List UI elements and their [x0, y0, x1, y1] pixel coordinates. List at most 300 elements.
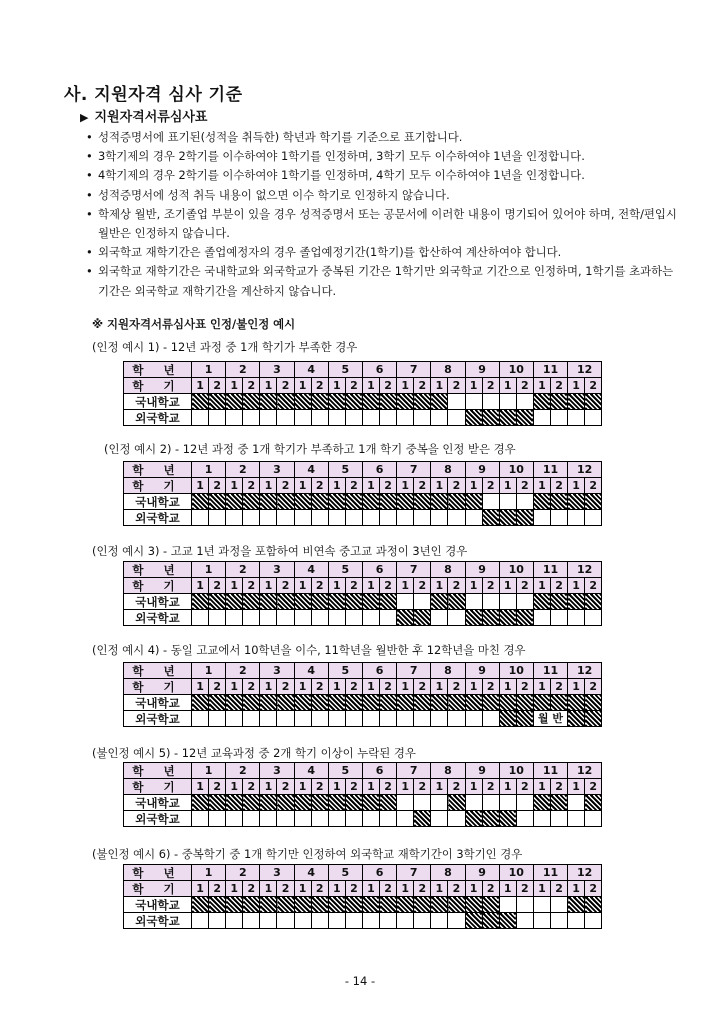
empty-semester-cell: [192, 510, 209, 526]
empty-semester-cell: [277, 711, 294, 727]
completed-semester-cell: [499, 811, 516, 827]
semester-cell: 2: [516, 679, 533, 695]
year-cell: 11: [533, 865, 567, 881]
completed-semester-cell: [294, 695, 311, 711]
list-item: [86, 128, 686, 147]
year-cell: 11: [533, 663, 567, 679]
semester-cell: 2: [550, 478, 567, 494]
grade-row: [124, 462, 602, 478]
empty-semester-cell: [414, 410, 431, 426]
completed-semester-cell: [550, 394, 567, 410]
completed-semester-cell: [414, 494, 431, 510]
semester-cell: 1: [328, 378, 345, 394]
completed-semester-cell: [465, 610, 482, 626]
semester-cell: 1: [397, 779, 414, 795]
completed-semester-cell: [568, 394, 585, 410]
semester-cell: 1: [465, 478, 482, 494]
empty-semester-cell: [209, 913, 226, 929]
example-caption: (인정 예시 1) - 12년 과정 중 1개 학기가 부족한 경우: [92, 340, 358, 354]
empty-semester-cell: [568, 610, 585, 626]
completed-semester-cell: [260, 594, 277, 610]
empty-semester-cell: [568, 410, 585, 426]
year-cell: 10: [499, 362, 533, 378]
list-item-text: 성적증명서에 표기된(성적을 취득한) 학년과 학기를 기준으로 표기합니다.: [98, 130, 463, 144]
semester-cell: 1: [294, 779, 311, 795]
semester-cell: 1: [568, 578, 585, 594]
year-cell: 7: [397, 462, 431, 478]
year-cell: 1: [192, 362, 226, 378]
empty-semester-cell: [362, 711, 379, 727]
semester-cell: 1: [192, 378, 209, 394]
empty-semester-cell: [533, 897, 550, 913]
completed-semester-cell: [311, 594, 328, 610]
completed-semester-cell: [260, 494, 277, 510]
semester-cell: 1: [397, 578, 414, 594]
semester-cell: 1: [397, 378, 414, 394]
empty-semester-cell: [311, 711, 328, 727]
example-caption: (인정 예시 2) - 12년 과정 중 1개 학기가 부족하고 1개 학기 중복을 인정 받은 경우: [104, 442, 516, 456]
completed-semester-cell: [516, 610, 533, 626]
completed-semester-cell: [328, 494, 345, 510]
completed-semester-cell: [311, 394, 328, 410]
domestic-label: 국내학교: [124, 795, 192, 811]
year-cell: 11: [533, 763, 567, 779]
domestic-row: [124, 394, 602, 410]
year-cell: 9: [465, 562, 499, 578]
empty-semester-cell: [499, 897, 516, 913]
grade-label: 학 년: [124, 865, 192, 881]
semester-cell: 2: [414, 478, 431, 494]
year-cell: 8: [431, 462, 465, 478]
empty-semester-cell: [585, 510, 602, 526]
completed-semester-cell: [585, 594, 602, 610]
empty-semester-cell: [465, 594, 482, 610]
year-cell: 1: [192, 763, 226, 779]
domestic-label: 국내학교: [124, 695, 192, 711]
year-cell: 4: [294, 865, 328, 881]
empty-semester-cell: [226, 510, 243, 526]
empty-semester-cell: [260, 610, 277, 626]
semester-cell: 1: [431, 679, 448, 695]
list-item: [86, 205, 686, 243]
empty-semester-cell: [465, 510, 482, 526]
semester-cell: 2: [209, 378, 226, 394]
foreign-label: 외국학교: [124, 811, 192, 827]
empty-semester-cell: [397, 795, 414, 811]
semester-cell: 2: [209, 881, 226, 897]
completed-semester-cell: [516, 410, 533, 426]
year-cell: 9: [465, 362, 499, 378]
semester-cell: 2: [243, 478, 260, 494]
empty-semester-cell: [431, 913, 448, 929]
year-cell: 8: [431, 865, 465, 881]
completed-semester-cell: [328, 897, 345, 913]
semester-cell: 1: [192, 679, 209, 695]
empty-semester-cell: [533, 410, 550, 426]
completed-semester-cell: [414, 394, 431, 410]
section-title: 사. 지원자격 심사 기준: [64, 85, 243, 105]
year-cell: 5: [328, 362, 362, 378]
semester-cell: 2: [380, 779, 397, 795]
empty-semester-cell: [533, 610, 550, 626]
grade-label: 학 년: [124, 562, 192, 578]
grade-label: 학 년: [124, 763, 192, 779]
bullet-icon: •: [86, 130, 93, 144]
semester-cell: 2: [414, 578, 431, 594]
empty-semester-cell: [550, 610, 567, 626]
semester-cell: 2: [448, 679, 465, 695]
completed-semester-cell: [328, 795, 345, 811]
empty-semester-cell: [294, 913, 311, 929]
empty-semester-cell: [243, 610, 260, 626]
bullet-icon: •: [86, 149, 93, 164]
empty-semester-cell: [516, 594, 533, 610]
domestic-label: 국내학교: [124, 394, 192, 410]
completed-semester-cell: [533, 494, 550, 510]
empty-semester-cell: [328, 913, 345, 929]
completed-semester-cell: [465, 695, 482, 711]
semester-cell: 2: [482, 881, 499, 897]
completed-semester-cell: [380, 494, 397, 510]
empty-semester-cell: [516, 913, 533, 929]
empty-semester-cell: [294, 711, 311, 727]
list-item-text: 학제상 월반, 조기졸업 부분이 있을 경우 성적증명서 또는 공문서에 이러한 내용이 명기되어 있어야 하며, 전학/편입시 월반은 인정하지 않습니다.: [98, 206, 677, 241]
semester-cell: 1: [362, 378, 379, 394]
semester-cell: 1: [362, 779, 379, 795]
empty-semester-cell: [431, 711, 448, 727]
semester-cell: 1: [294, 881, 311, 897]
semester-cell: 2: [482, 578, 499, 594]
empty-semester-cell: [243, 410, 260, 426]
semester-cell: 2: [585, 578, 602, 594]
year-cell: 5: [328, 663, 362, 679]
year-cell: 12: [568, 663, 602, 679]
semester-cell: 1: [568, 779, 585, 795]
empty-semester-cell: [311, 510, 328, 526]
empty-semester-cell: [397, 410, 414, 426]
empty-semester-cell: [585, 610, 602, 626]
completed-semester-cell: [448, 897, 465, 913]
empty-semester-cell: [448, 811, 465, 827]
page-number: - 14 -: [344, 974, 376, 988]
completed-semester-cell: [533, 394, 550, 410]
empty-semester-cell: [328, 510, 345, 526]
empty-semester-cell: [499, 594, 516, 610]
empty-semester-cell: [260, 711, 277, 727]
list-item-text: 외국학교 재학기간은 국내학교와 외국학교가 중복된 기간은 1학기만 외국학교 기간으로 인정하며, 1학기를 초과하는 기간은 외국학교 재학기간을 계산하지 않습니다.: [98, 264, 674, 298]
completed-semester-cell: [414, 897, 431, 913]
semester-cell: 2: [448, 378, 465, 394]
completed-semester-cell: [192, 594, 209, 610]
completed-semester-cell: [499, 510, 516, 526]
empty-semester-cell: [516, 897, 533, 913]
completed-semester-cell: [568, 594, 585, 610]
year-cell: 8: [431, 562, 465, 578]
foreign-label: 외국학교: [124, 711, 192, 727]
semester-grid-table: [123, 361, 602, 426]
semester-cell: 1: [192, 779, 209, 795]
semester-cell: 2: [482, 779, 499, 795]
completed-semester-cell: [294, 394, 311, 410]
domestic-row: [124, 594, 602, 610]
completed-semester-cell: [260, 695, 277, 711]
semester-cell: 2: [243, 679, 260, 695]
year-cell: 5: [328, 562, 362, 578]
semester-cell: 1: [465, 378, 482, 394]
empty-semester-cell: [243, 811, 260, 827]
completed-semester-cell: [277, 594, 294, 610]
example-caption: (불인정 예시 5) - 12년 교육과정 중 2개 학기 이상이 누락된 경우: [92, 746, 416, 760]
semester-cell: 1: [260, 779, 277, 795]
semester-label: 학 기: [124, 679, 192, 695]
year-cell: 4: [294, 462, 328, 478]
empty-semester-cell: [465, 711, 482, 727]
empty-semester-cell: [533, 510, 550, 526]
grade-row: [124, 562, 602, 578]
semester-cell: 2: [311, 478, 328, 494]
year-cell: 1: [192, 663, 226, 679]
year-cell: 7: [397, 362, 431, 378]
completed-semester-cell: [294, 494, 311, 510]
semester-cell: 1: [226, 881, 243, 897]
subsection-title: [80, 106, 208, 125]
example-caption: (인정 예시 4) - 동일 고교에서 10학년을 이수, 11학년을 월반한 후 12학년을 마친 경우: [92, 643, 526, 657]
completed-semester-cell: [294, 795, 311, 811]
completed-semester-cell: [414, 695, 431, 711]
completed-semester-cell: [362, 695, 379, 711]
semester-cell: 1: [260, 378, 277, 394]
semester-cell: 2: [414, 679, 431, 695]
completed-semester-cell: [414, 811, 431, 827]
year-cell: 9: [465, 663, 499, 679]
year-cell: 10: [499, 562, 533, 578]
grade-row: [124, 663, 602, 679]
empty-semester-cell: [209, 410, 226, 426]
semester-grid-table: [123, 561, 602, 626]
year-cell: 6: [362, 663, 396, 679]
completed-semester-cell: [260, 795, 277, 811]
semester-cell: 2: [482, 378, 499, 394]
semester-cell: 2: [516, 881, 533, 897]
completed-semester-cell: [277, 394, 294, 410]
semester-cell: 2: [380, 679, 397, 695]
empty-semester-cell: [414, 711, 431, 727]
semester-cell: 1: [499, 378, 516, 394]
empty-semester-cell: [277, 510, 294, 526]
semester-grid-table: [123, 662, 602, 727]
year-cell: 3: [260, 362, 294, 378]
empty-semester-cell: [516, 494, 533, 510]
empty-semester-cell: [414, 913, 431, 929]
semester-cell: 2: [311, 679, 328, 695]
completed-semester-cell: [516, 695, 533, 711]
empty-semester-cell: [414, 594, 431, 610]
empty-semester-cell: [380, 610, 397, 626]
semester-cell: 2: [585, 378, 602, 394]
empty-semester-cell: [209, 711, 226, 727]
completed-semester-cell: [277, 897, 294, 913]
empty-semester-cell: [516, 394, 533, 410]
completed-semester-cell: [414, 610, 431, 626]
completed-semester-cell: [243, 795, 260, 811]
year-cell: 2: [226, 362, 260, 378]
year-cell: 7: [397, 663, 431, 679]
empty-semester-cell: [380, 711, 397, 727]
empty-semester-cell: [226, 913, 243, 929]
semester-cell: 2: [414, 378, 431, 394]
completed-semester-cell: [243, 394, 260, 410]
semester-cell: 2: [209, 578, 226, 594]
completed-semester-cell: [226, 695, 243, 711]
empty-semester-cell: [362, 510, 379, 526]
foreign-label: 외국학교: [124, 510, 192, 526]
foreign-row: [124, 410, 602, 426]
semester-cell: 2: [482, 478, 499, 494]
semester-cell: 1: [192, 881, 209, 897]
empty-semester-cell: [397, 913, 414, 929]
semester-cell: 1: [226, 378, 243, 394]
completed-semester-cell: [499, 711, 516, 727]
domestic-label: 국내학교: [124, 494, 192, 510]
grade-label: 학 년: [124, 663, 192, 679]
semester-cell: 1: [397, 478, 414, 494]
semester-cell: 1: [192, 478, 209, 494]
empty-semester-cell: [550, 811, 567, 827]
semester-cell: 1: [328, 779, 345, 795]
completed-semester-cell: [499, 410, 516, 426]
semester-cell: 1: [499, 779, 516, 795]
semester-cell: 1: [294, 578, 311, 594]
year-cell: 5: [328, 865, 362, 881]
semester-cell: 2: [345, 779, 362, 795]
completed-semester-cell: [192, 494, 209, 510]
completed-semester-cell: [465, 913, 482, 929]
completed-semester-cell: [533, 795, 550, 811]
completed-semester-cell: [568, 711, 585, 727]
skipped-grade-cell: 월 반: [533, 711, 567, 727]
semester-cell: 1: [260, 881, 277, 897]
semester-label: 학 기: [124, 478, 192, 494]
completed-semester-cell: [585, 795, 602, 811]
completed-semester-cell: [431, 494, 448, 510]
completed-semester-cell: [550, 494, 567, 510]
semester-cell: 2: [414, 881, 431, 897]
semester-cell: 2: [277, 779, 294, 795]
year-cell: 9: [465, 763, 499, 779]
empty-semester-cell: [260, 510, 277, 526]
completed-semester-cell: [345, 795, 362, 811]
completed-semester-cell: [397, 610, 414, 626]
empty-semester-cell: [397, 811, 414, 827]
completed-semester-cell: [585, 711, 602, 727]
completed-semester-cell: [585, 494, 602, 510]
year-cell: 12: [568, 362, 602, 378]
domestic-label: 국내학교: [124, 594, 192, 610]
semester-row: [124, 578, 602, 594]
semester-grid-table: [123, 864, 602, 929]
list-item-text: 외국학교 재학기간은 졸업예정자의 경우 졸업예정기간(1학기)를 합산하여 계산하여야 합니다.: [98, 245, 562, 260]
semester-cell: 1: [260, 679, 277, 695]
semester-cell: 1: [568, 478, 585, 494]
completed-semester-cell: [397, 494, 414, 510]
foreign-row: [124, 913, 602, 929]
completed-semester-cell: [226, 795, 243, 811]
year-cell: 7: [397, 562, 431, 578]
semester-cell: 2: [209, 679, 226, 695]
semester-cell: 1: [226, 679, 243, 695]
empty-semester-cell: [260, 913, 277, 929]
semester-cell: 1: [362, 679, 379, 695]
completed-semester-cell: [209, 594, 226, 610]
completed-semester-cell: [431, 695, 448, 711]
empty-semester-cell: [226, 711, 243, 727]
semester-cell: 1: [533, 578, 550, 594]
semester-cell: 2: [585, 478, 602, 494]
completed-semester-cell: [192, 897, 209, 913]
semester-cell: 1: [465, 779, 482, 795]
empty-semester-cell: [380, 410, 397, 426]
empty-semester-cell: [380, 510, 397, 526]
empty-semester-cell: [585, 410, 602, 426]
completed-semester-cell: [482, 510, 499, 526]
completed-semester-cell: [311, 897, 328, 913]
completed-semester-cell: [482, 913, 499, 929]
semester-cell: 1: [431, 881, 448, 897]
completed-semester-cell: [431, 394, 448, 410]
empty-semester-cell: [260, 811, 277, 827]
semester-cell: 2: [277, 378, 294, 394]
semester-grid-table: [123, 762, 602, 827]
completed-semester-cell: [397, 897, 414, 913]
domestic-row: [124, 494, 602, 510]
empty-semester-cell: [568, 510, 585, 526]
completed-semester-cell: [209, 695, 226, 711]
completed-semester-cell: [311, 795, 328, 811]
empty-semester-cell: [277, 410, 294, 426]
semester-cell: 1: [328, 881, 345, 897]
year-cell: 3: [260, 562, 294, 578]
foreign-label: 외국학교: [124, 913, 192, 929]
empty-semester-cell: [209, 811, 226, 827]
completed-semester-cell: [499, 695, 516, 711]
empty-semester-cell: [499, 394, 516, 410]
year-cell: 4: [294, 763, 328, 779]
empty-semester-cell: [209, 610, 226, 626]
empty-semester-cell: [499, 795, 516, 811]
empty-semester-cell: [414, 795, 431, 811]
semester-cell: 2: [243, 881, 260, 897]
foreign-row: [124, 510, 602, 526]
semester-cell: 2: [345, 679, 362, 695]
semester-cell: 1: [226, 578, 243, 594]
year-cell: 12: [568, 462, 602, 478]
completed-semester-cell: [260, 394, 277, 410]
empty-semester-cell: [328, 410, 345, 426]
semester-cell: 2: [585, 679, 602, 695]
empty-semester-cell: [550, 510, 567, 526]
list-item: [86, 147, 686, 166]
semester-cell: 1: [294, 478, 311, 494]
empty-semester-cell: [414, 510, 431, 526]
empty-semester-cell: [243, 913, 260, 929]
semester-cell: 1: [533, 881, 550, 897]
year-cell: 6: [362, 562, 396, 578]
year-cell: 4: [294, 362, 328, 378]
completed-semester-cell: [550, 594, 567, 610]
completed-semester-cell: [192, 795, 209, 811]
semester-row: [124, 378, 602, 394]
year-cell: 6: [362, 362, 396, 378]
